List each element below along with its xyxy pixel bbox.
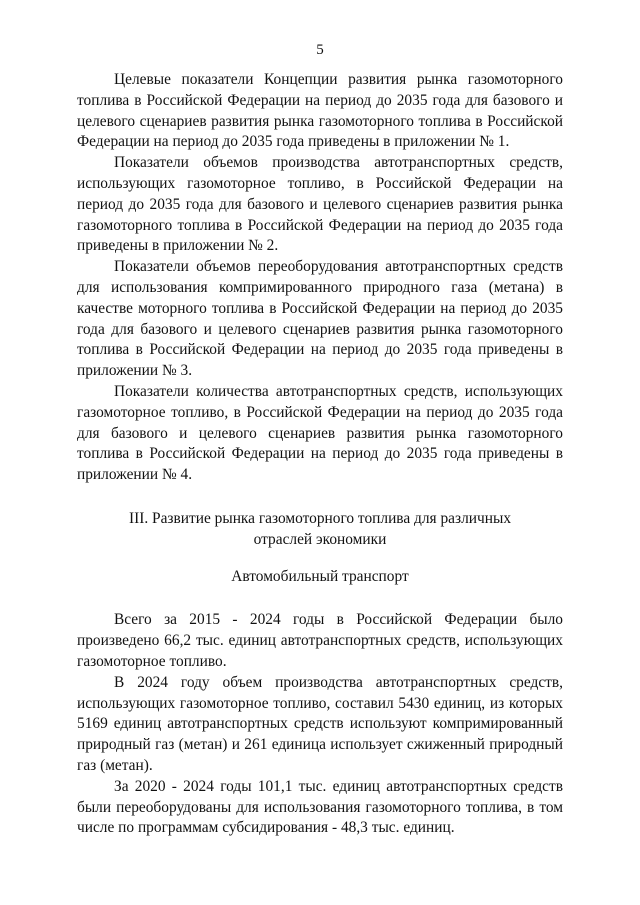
subsection-heading: Автомобильный транспорт xyxy=(231,567,409,585)
paragraph-total-production: Всего за 2015 - 2024 годы в Российской Федерации было произведено 66,2 тыс. единиц автотранспортных средств, использующих газомоторное топливо. xyxy=(77,611,563,670)
paragraph-conversion-appendix-3: Показатели объемов переоборудования автотранспортных средств для использования компримированного природного газа (метана) в качестве моторного топлива в Российской Федерации на период до 2035 года для базового и целевого сценариев развития рынка газомоторного топлива в Российской Федерации на период до 2035 года приведены в приложении № 3. xyxy=(77,258,563,380)
paragraph-targets-appendix-1: Целевые показатели Концепции развития рынка газомоторного топлива в Российской Федерации на период до 2035 года для базового и целевого сценариев развития рынка газомоторного топлива в Российской Федерации на период до 2035 года приведены в приложении № 1. xyxy=(77,71,563,151)
paragraph-conversion-stats: За 2020 - 2024 годы 101,1 тыс. единиц автотранспортных средств были переоборудованы для использования газомоторного топлива, в том числе по программам субсидирования - 48,3 тыс. единиц. xyxy=(77,777,563,837)
paragraph-2024-production: В 2024 году объем производства автотранспортных средств, использующих газомоторное топливо, составил 5430 единиц, из которых 5169 единиц автотранспортных средств используют компримированный природный газ (метан) и 261 единица использует сжиженный природный газ (метан). xyxy=(77,673,563,774)
paragraph-fleet-appendix-4: Показатели количества автотранспортных средств, использующих газомоторное топливо, в Российской Федерации на период до 2035 года для базового и целевого сценариев развития рынка газомоторного топлива в Российской Федерации на период до 2035 года приведены в приложении № 4. xyxy=(77,382,563,484)
page-number: 5 xyxy=(316,42,324,58)
section-heading xyxy=(77,509,563,551)
section-heading-line-2: отраслей экономики xyxy=(253,530,387,548)
paragraph-production-appendix-2: Показатели объемов производства автотранспортных средств, использующих газомоторное топливо, в Российской Федерации на период до 2035 года для базового и целевого сценариев развития рынка газомоторного топлива в Российской Федерации на период до 2035 года приведены в приложении № 2. xyxy=(77,154,563,255)
document-body xyxy=(77,70,563,839)
section-heading-line-1: III. Развитие рынка газомоторного топлива для различных xyxy=(128,509,512,527)
